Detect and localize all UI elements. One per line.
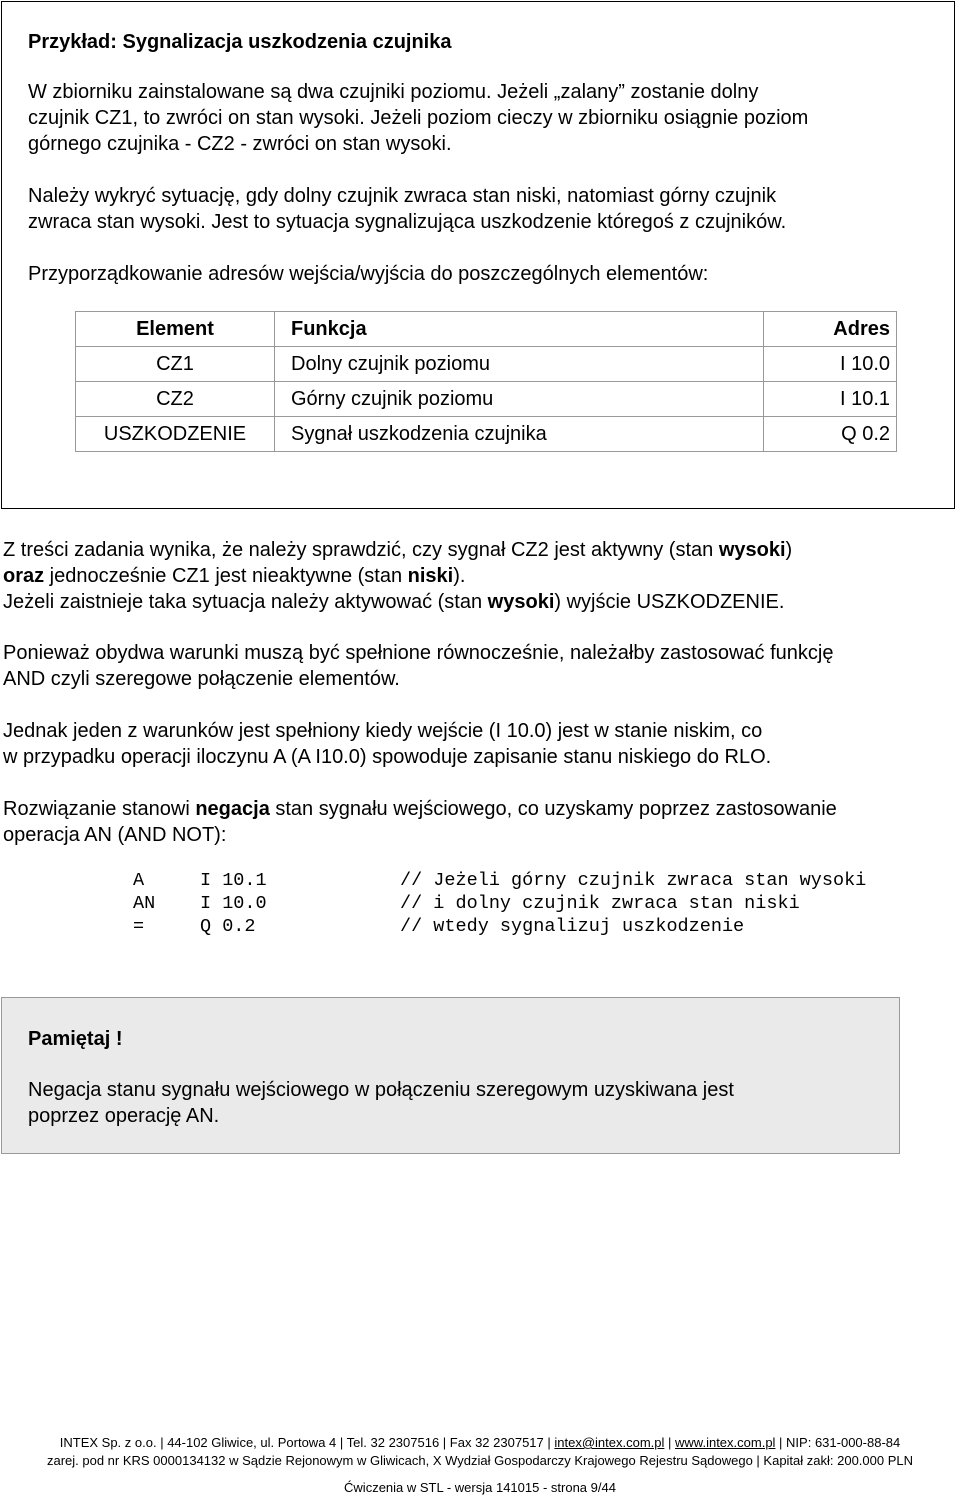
code-op: =	[133, 916, 145, 937]
text-span: Rozwiązanie stanowi	[3, 798, 196, 820]
paragraph-and-line-2: AND czyli szeregowe połączenie elementów.	[3, 668, 400, 690]
code-arg: I 10.0	[200, 893, 267, 914]
text-span: ).	[453, 565, 466, 587]
bold-word: oraz	[3, 565, 45, 587]
address-table	[75, 311, 897, 452]
code-arg: Q 0.2	[200, 916, 256, 937]
paragraph-solution-line-2: operacja AN (AND NOT):	[3, 824, 227, 846]
intro-line-3: górnego czujnika - CZ2 - zwróci on stan wysoki.	[28, 133, 452, 155]
code-arg: I 10.1	[200, 870, 267, 891]
cell-function: Górny czujnik poziomu	[275, 382, 764, 417]
text-span: stan sygnału wejściowego, co uzyskamy poprzez zastosowanie	[269, 798, 837, 820]
remember-note	[1, 997, 900, 1154]
paragraph-solution-line-1	[3, 796, 837, 822]
text-span: )	[785, 539, 793, 561]
footer-registry: zarej. pod nr KRS 0000134132 w Sądzie Rejonowym w Gliwicach, X Wydział Gospodarczy Krajowego Rejestru Sądowego | Kapitał zakł: 200.000 PLN	[46, 1453, 914, 1468]
bold-word: wysoki	[487, 591, 555, 613]
footer-page: Ćwiczenia w STL - wersja 141015 - strona 9/44	[344, 1480, 616, 1495]
bold-word: negacja	[195, 798, 270, 820]
cell-address: I 10.0	[764, 347, 897, 382]
assign-text: Przyporządkowanie adresów wejścia/wyjścia do poszczególnych elementów:	[28, 263, 709, 285]
paragraph-condition-line-2	[3, 563, 465, 589]
footer-nip: NIP: 631-000-88-84	[786, 1435, 901, 1450]
table-row	[76, 417, 897, 452]
example-title: Przykład: Sygnalizacja uszkodzenia czujnika	[28, 31, 452, 53]
paragraph-rlo-line-2: w przypadku operacji iloczynu A (A I10.0) spowoduje zapisanie stanu niskiego do RLO.	[3, 746, 772, 768]
cell-function: Dolny czujnik poziomu	[275, 347, 764, 382]
detect-line-1: Należy wykryć sytuację, gdy dolny czujnik zwraca stan niski, natomiast górny czujnik	[28, 185, 777, 207]
footer-fax: Fax 32 2307517	[449, 1435, 544, 1450]
bold-word: niski	[407, 565, 454, 587]
bold-word: wysoki	[718, 539, 786, 561]
note-title: Pamiętaj !	[28, 1028, 123, 1050]
footer-web-link[interactable]: www.intex.com.pl	[675, 1435, 776, 1450]
header-element: Element	[76, 312, 275, 347]
cell-address: Q 0.2	[764, 417, 897, 452]
code-comment: // Jeżeli górny czujnik zwraca stan wysoki	[400, 870, 867, 891]
code-comment: // i dolny czujnik zwraca stan niski	[400, 893, 800, 914]
cell-address: I 10.1	[764, 382, 897, 417]
text-span: Z treści zadania wynika, że należy sprawdzić, czy sygnał CZ2 jest aktywny (stan	[3, 539, 719, 561]
intro-line-2: czujnik CZ1, to zwróci on stan wysoki. Jeżeli poziom cieczy w zbiorniku osiągnie poziom	[28, 107, 809, 129]
cell-element: CZ1	[76, 347, 275, 382]
code-comment: // wtedy sygnalizuj uszkodzenie	[400, 916, 745, 937]
code-op: A	[133, 870, 145, 891]
text-span: jednocześnie CZ1 jest nieaktywne (stan	[44, 565, 408, 587]
note-line-1: Negacja stanu sygnału wejściowego w połączeniu szeregowym uzyskiwana jest	[28, 1079, 734, 1101]
footer-email-link[interactable]: intex@intex.com.pl	[554, 1435, 665, 1450]
paragraph-condition-line-1	[3, 537, 792, 563]
cell-function: Sygnał uszkodzenia czujnika	[275, 417, 764, 452]
cell-element: CZ2	[76, 382, 275, 417]
paragraph-rlo-line-1: Jednak jeden z warunków jest spełniony kiedy wejście (I 10.0) jest w stanie niskim, co	[3, 720, 763, 742]
table-row	[76, 347, 897, 382]
table-row	[76, 382, 897, 417]
footer-company: INTEX Sp. z o.o.	[59, 1435, 157, 1450]
footer-tel: Tel. 32 2307516	[346, 1435, 440, 1450]
note-line-2: poprzez operację AN.	[28, 1105, 220, 1127]
header-function: Funkcja	[275, 312, 764, 347]
paragraph-condition-line-3	[3, 589, 784, 615]
detect-line-2: zwraca stan wysoki. Jest to sytuacja sygnalizująca uszkodzenie któregoś z czujników.	[28, 211, 787, 233]
text-span: Jeżeli zaistnieje taka sytuacja należy aktywować (stan	[3, 591, 488, 613]
footer-contact: INTEX Sp. z o.o. | 44-102 Gliwice, ul. Portowa 4 | Tel. 32 2307516 | Fax 32 2307517 | intex@intex.com.pl | www.intex.com.pl | NIP: 631-000-88-84	[59, 1435, 901, 1450]
cell-element: USZKODZENIE	[76, 417, 275, 452]
table-header-row	[76, 312, 897, 347]
footer-address: 44-102 Gliwice, ul. Portowa 4	[167, 1435, 337, 1450]
code-op: AN	[133, 893, 156, 914]
text-span: ) wyjście USZKODZENIE.	[554, 591, 785, 613]
header-address: Adres	[764, 312, 897, 347]
intro-line-1: W zbiorniku zainstalowane są dwa czujniki poziomu. Jeżeli „zalany” zostanie dolny	[28, 81, 759, 103]
paragraph-and-line-1: Ponieważ obydwa warunki muszą być spełnione równocześnie, należałby zastosować funkcję	[3, 642, 834, 664]
